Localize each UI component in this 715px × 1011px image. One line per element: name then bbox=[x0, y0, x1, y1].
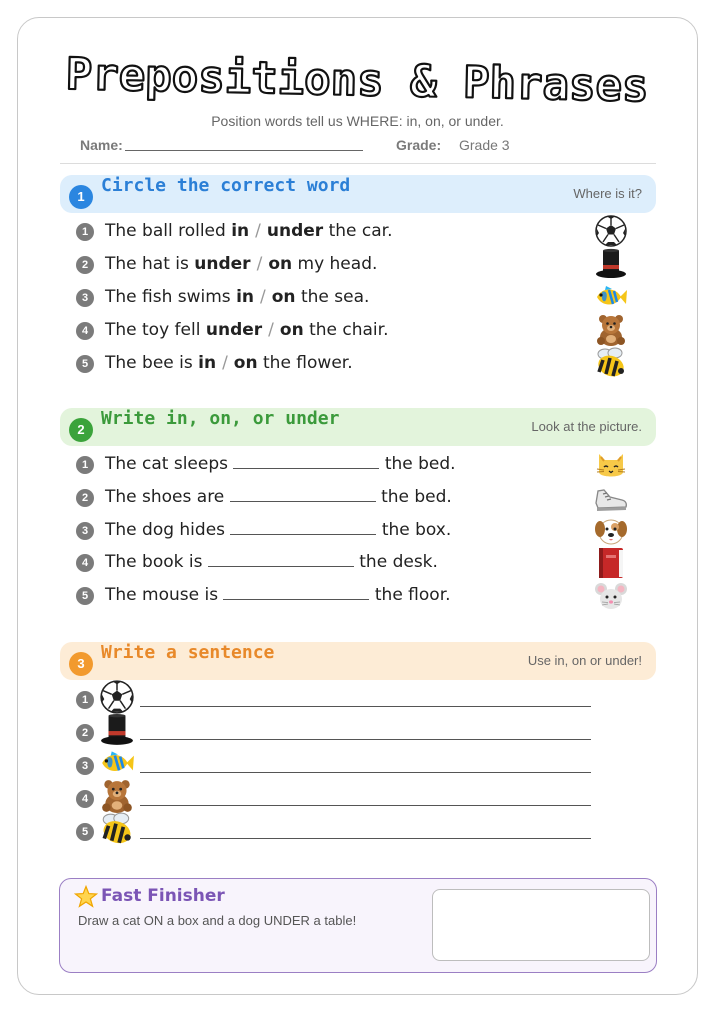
option-word[interactable]: in bbox=[198, 353, 217, 373]
item-number: 5 bbox=[76, 355, 94, 373]
section1-badge: 1 bbox=[69, 185, 93, 209]
teddy-bear-icon bbox=[99, 778, 135, 814]
item-number: 2 bbox=[76, 489, 94, 507]
sentence: The bee is in / on the flower. bbox=[105, 353, 353, 373]
shoe-icon bbox=[594, 481, 628, 515]
star-icon bbox=[74, 885, 98, 909]
item-number: 1 bbox=[76, 691, 94, 709]
soccer-ball-icon bbox=[594, 214, 628, 248]
option-word[interactable]: on bbox=[268, 254, 293, 274]
sentence: The toy fell under / on the chair. bbox=[105, 320, 389, 340]
option-word[interactable]: on bbox=[279, 320, 304, 340]
mouse-icon bbox=[594, 579, 628, 613]
option-word[interactable]: in bbox=[236, 287, 255, 307]
dog-icon bbox=[594, 514, 628, 548]
cat-icon bbox=[594, 448, 628, 482]
option-word[interactable]: on bbox=[271, 287, 296, 307]
section2-badge: 2 bbox=[69, 418, 93, 442]
finisher-title: Fast Finisher bbox=[101, 886, 225, 906]
sentence-line[interactable] bbox=[140, 805, 591, 806]
teddy-bear-icon bbox=[594, 313, 628, 347]
section3-header bbox=[60, 642, 656, 680]
section1-hint: Where is it? bbox=[573, 186, 642, 201]
section2-hint: Look at the picture. bbox=[531, 419, 642, 434]
item-number: 5 bbox=[76, 823, 94, 841]
sentence: The hat is under / on my head. bbox=[105, 254, 378, 274]
option-word[interactable]: on bbox=[233, 353, 258, 373]
sentence: The cat sleeps the bed. bbox=[105, 454, 456, 474]
finisher-text: Draw a cat ON a box and a dog UNDER a table! bbox=[78, 913, 357, 928]
name-label: Name: bbox=[80, 137, 123, 153]
item-number: 4 bbox=[76, 554, 94, 572]
soccer-ball-icon bbox=[99, 679, 135, 715]
answer-blank[interactable] bbox=[230, 521, 376, 535]
fast-finisher-box bbox=[59, 878, 657, 973]
sentence: The ball rolled in / under the car. bbox=[105, 221, 393, 241]
sentence: The book is the desk. bbox=[105, 552, 438, 572]
fish-icon bbox=[594, 280, 628, 314]
sentence: The fish swims in / on the sea. bbox=[105, 287, 370, 307]
grade-value: Grade 3 bbox=[459, 137, 510, 153]
grade-label: Grade: bbox=[396, 137, 442, 153]
item-number: 4 bbox=[76, 790, 94, 808]
item-number: 3 bbox=[76, 522, 94, 540]
section1-title: Circle the correct word bbox=[101, 175, 351, 196]
option-word[interactable]: under bbox=[266, 221, 324, 241]
bee-icon bbox=[99, 811, 135, 847]
name-field[interactable] bbox=[125, 150, 363, 151]
sentence-line[interactable] bbox=[140, 739, 591, 740]
sentence: The dog hides the box. bbox=[105, 520, 452, 540]
section3-badge: 3 bbox=[69, 652, 93, 676]
bee-icon bbox=[594, 346, 628, 380]
sentence-line[interactable] bbox=[140, 706, 591, 707]
item-number: 2 bbox=[76, 724, 94, 742]
item-number: 3 bbox=[76, 757, 94, 775]
option-word[interactable]: under bbox=[194, 254, 251, 274]
section1-header bbox=[60, 175, 656, 213]
item-number: 4 bbox=[76, 322, 94, 340]
subtitle: Position words tell us WHERE: in, on, or under. bbox=[211, 113, 504, 129]
item-number: 5 bbox=[76, 587, 94, 605]
header-divider bbox=[60, 163, 656, 164]
answer-blank[interactable] bbox=[230, 488, 376, 502]
item-number: 1 bbox=[76, 456, 94, 474]
book-icon bbox=[594, 546, 628, 580]
section2-title: Write in, on, or under bbox=[101, 408, 340, 429]
sentence: The mouse is the floor. bbox=[105, 585, 451, 605]
option-word[interactable]: under bbox=[205, 320, 263, 340]
item-number: 3 bbox=[76, 289, 94, 307]
answer-blank[interactable] bbox=[208, 553, 354, 567]
section3-title: Write a sentence bbox=[101, 642, 275, 663]
item-number: 2 bbox=[76, 256, 94, 274]
top-hat-icon bbox=[594, 247, 628, 281]
sentence-line[interactable] bbox=[140, 838, 591, 839]
title-text: Prepositions & Phrases bbox=[65, 48, 650, 113]
answer-blank[interactable] bbox=[233, 455, 379, 469]
top-hat-icon bbox=[99, 712, 135, 748]
section2-header bbox=[60, 408, 656, 446]
answer-blank[interactable] bbox=[223, 586, 369, 600]
page-title bbox=[0, 40, 715, 120]
section3-hint: Use in, on or under! bbox=[527, 653, 642, 668]
item-number: 1 bbox=[76, 223, 94, 241]
sentence-line[interactable] bbox=[140, 772, 591, 773]
fish-icon bbox=[99, 745, 135, 781]
drawing-box[interactable] bbox=[432, 889, 650, 961]
option-word[interactable]: in bbox=[231, 221, 250, 241]
sentence: The shoes are the bed. bbox=[105, 487, 452, 507]
